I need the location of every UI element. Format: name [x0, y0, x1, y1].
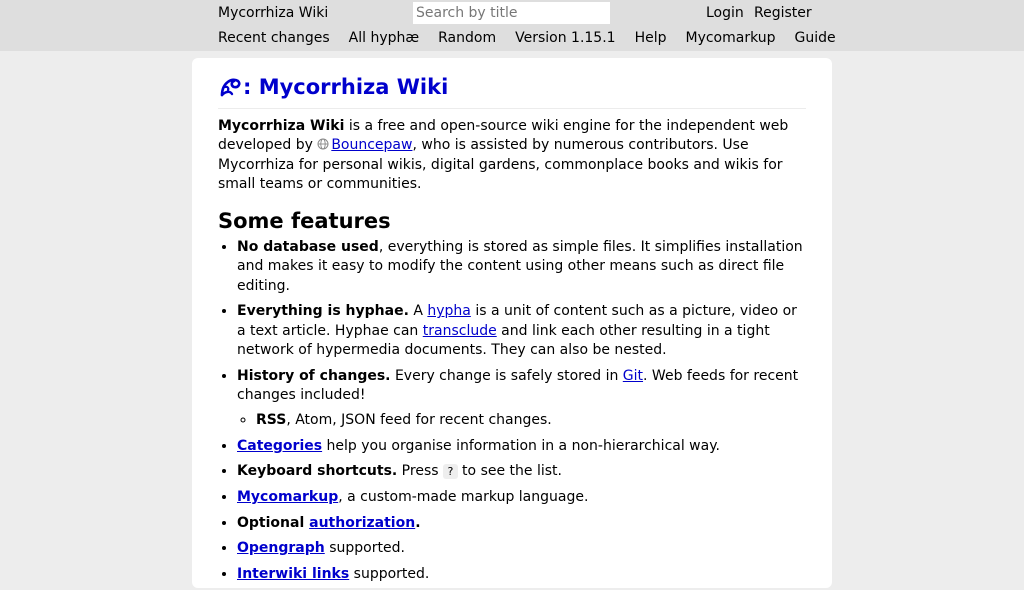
list-item [237, 539, 806, 558]
feature-text: , a custom-made markup language. [338, 488, 589, 505]
feature-authorization-title [237, 515, 421, 531]
nav-help[interactable]: Help [634, 30, 667, 46]
register-link[interactable]: Register [754, 5, 812, 21]
nav-version[interactable]: Version 1.15.1 [515, 30, 616, 46]
top-bar [0, 0, 1024, 51]
transclude-link[interactable]: transclude [422, 322, 497, 339]
feature-history-title: History of changes. [237, 367, 391, 384]
feature-text: and link each other resulting in a tight network of hypermedia documents. They can also be nested. [237, 322, 770, 358]
intro-wiki-name: Mycorrhiza Wiki [218, 118, 345, 134]
article-card [192, 58, 832, 588]
feature-text: to see the list. [457, 463, 562, 480]
features-list [218, 238, 806, 584]
feature-text: , Atom, JSON feed for recent changes. [286, 412, 552, 429]
nav-recent-changes[interactable]: Recent changes [218, 30, 330, 46]
hypha-link[interactable]: hypha [427, 303, 471, 320]
feature-no-database-title: No database used [237, 239, 379, 256]
feature-text: Every change is safely stored in [390, 367, 623, 384]
intro-text-1: is a free and open-source wiki engine for the independent web developed by [218, 118, 789, 154]
mycomarkup-link-label: Mycomarkup [237, 488, 339, 505]
nav-guide[interactable]: Guide [794, 30, 836, 46]
site-title-link[interactable]: Mycorrhiza Wiki [218, 5, 329, 21]
feature-optional-label: Optional [237, 514, 310, 531]
nav-all-hyphae[interactable]: All hyphæ [348, 30, 420, 46]
opengraph-link[interactable] [237, 540, 325, 556]
feature-rss-title: RSS [256, 412, 287, 429]
feature-period: . [415, 514, 421, 531]
categories-link[interactable] [237, 438, 322, 454]
list-item [237, 462, 806, 481]
feature-text: . Web feeds for recent changes included! [237, 367, 799, 403]
search-input[interactable] [413, 2, 610, 24]
categories-link-label: Categories [237, 437, 323, 454]
main-nav [218, 30, 855, 46]
intro-text-2: , who is assisted by numerous contributors. Use Mycorrhiza for personal wikis, digital gardens, commonplace books and wikis for small teams or communities. [218, 137, 783, 192]
feature-text: , everything is stored as simple files. It simplifies installation and makes it easy to modify the content using other means such as direct file editing. [237, 239, 803, 294]
feature-text: Press [397, 463, 443, 480]
authorization-link[interactable]: authorization [309, 514, 416, 531]
author-link[interactable]: Bouncepaw [331, 137, 413, 154]
feature-text: supported. [324, 540, 405, 557]
list-item [237, 302, 806, 360]
globe-icon [317, 138, 329, 150]
shortcut-key: ? [443, 464, 458, 479]
feature-text: A [408, 303, 428, 320]
feature-text: is a unit of content such as a picture, video or a text article. Hyphae can [237, 303, 797, 339]
feature-text: help you organise information in a non-hierarchical way. [322, 437, 720, 454]
git-link[interactable]: Git [622, 367, 644, 384]
feeds-sublist [237, 411, 806, 430]
nav-random[interactable]: Random [438, 30, 497, 46]
list-item [237, 565, 806, 584]
nav-mycomarkup[interactable]: Mycomarkup [685, 30, 776, 46]
mycomarkup-link[interactable] [237, 489, 338, 505]
list-item [237, 238, 806, 296]
feature-text: supported. [349, 565, 430, 582]
article-content [218, 72, 806, 590]
intro-paragraph [218, 117, 806, 194]
feature-hyphae-title: Everything is hyphae. [237, 303, 409, 320]
login-link[interactable]: Login [706, 5, 744, 21]
list-item [256, 411, 806, 430]
opengraph-link-label: Opengraph [237, 540, 325, 557]
interwiki-link-label: Interwiki links [237, 565, 350, 582]
list-item [237, 514, 806, 533]
list-item [237, 437, 806, 456]
page-title-text: : Mycorrhiza Wiki [243, 75, 449, 99]
feature-shortcuts-title: Keyboard shortcuts. [237, 463, 398, 480]
list-item [237, 488, 806, 507]
page-title [218, 72, 806, 109]
features-heading: Some features [218, 209, 391, 234]
list-item [237, 367, 806, 431]
interwiki-link[interactable] [237, 566, 349, 582]
mycorrhiza-logo-icon [218, 75, 242, 99]
